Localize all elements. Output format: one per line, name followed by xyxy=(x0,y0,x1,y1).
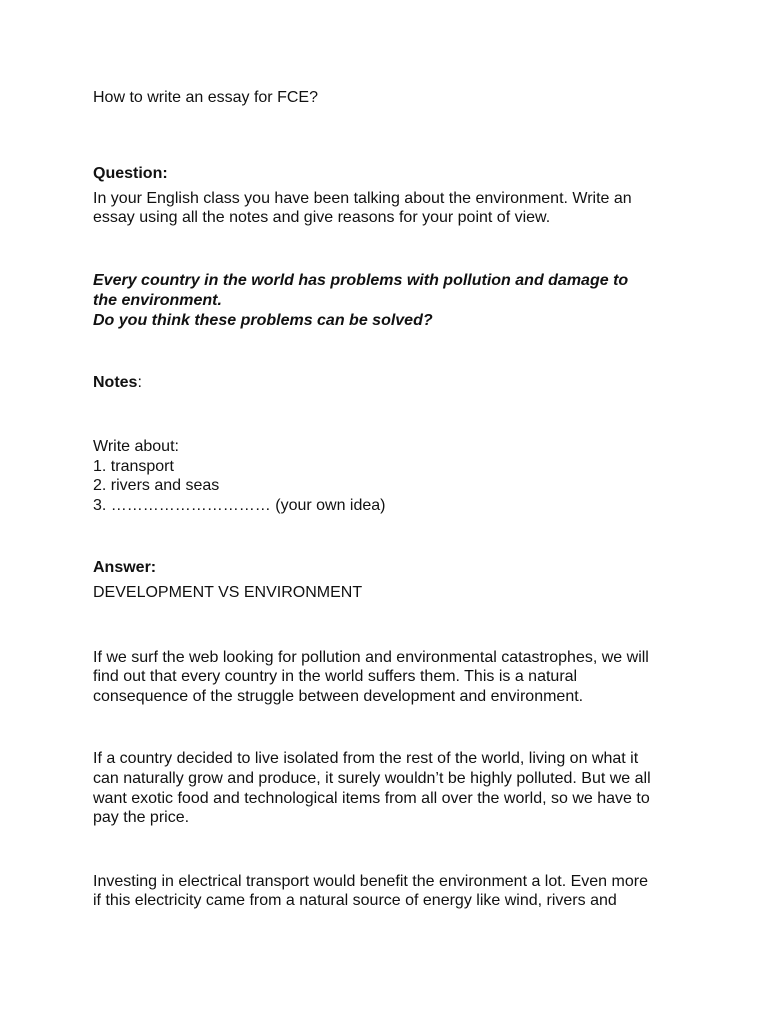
notes-heading-label: Notes xyxy=(93,374,138,391)
question-text-line: essay using all the notes and give reasons for your point of view. xyxy=(93,209,551,226)
paragraph-line: find out that every country in the world suffers them. This is a natural xyxy=(93,668,578,685)
paragraph-line: pay the price. xyxy=(93,809,190,826)
notes-line: Write about: xyxy=(93,438,179,455)
paragraph-line: If we surf the web looking for pollution and environmental catastrophes, we will xyxy=(93,649,649,666)
essay-prompt-line: Every country in the world has problems with pollution and damage to xyxy=(93,272,629,289)
essay-prompt-line: the environment. xyxy=(93,292,222,309)
notes-heading xyxy=(93,373,142,393)
question-heading: Question: xyxy=(93,165,168,182)
document-title: How to write an essay for FCE? xyxy=(93,89,318,106)
notes-line: 3. ………………………… (your own idea) xyxy=(93,497,386,514)
answer-heading: Answer: xyxy=(93,559,157,576)
paragraph-line: If a country decided to live isolated from the rest of the world, living on what it xyxy=(93,750,639,767)
answer-title: DEVELOPMENT VS ENVIRONMENT xyxy=(93,584,363,601)
paragraph-line: want exotic food and technological items from all over the world, so we have to xyxy=(93,790,650,807)
paragraph-line: can naturally grow and produce, it surely wouldn’t be highly polluted. But we all xyxy=(93,770,651,787)
notes-heading-colon: : xyxy=(137,374,142,391)
paragraph-line: if this electricity came from a natural source of energy like wind, rivers and xyxy=(93,892,617,909)
notes-line: 1. transport xyxy=(93,458,174,475)
paragraph-line: Investing in electrical transport would benefit the environment a lot. Even more xyxy=(93,873,648,890)
paragraph-line: consequence of the struggle between development and environment. xyxy=(93,688,584,705)
essay-prompt-line: Do you think these problems can be solved? xyxy=(93,312,433,329)
question-text-line: In your English class you have been talking about the environment. Write an xyxy=(93,190,632,207)
notes-line: 2. rivers and seas xyxy=(93,477,220,494)
